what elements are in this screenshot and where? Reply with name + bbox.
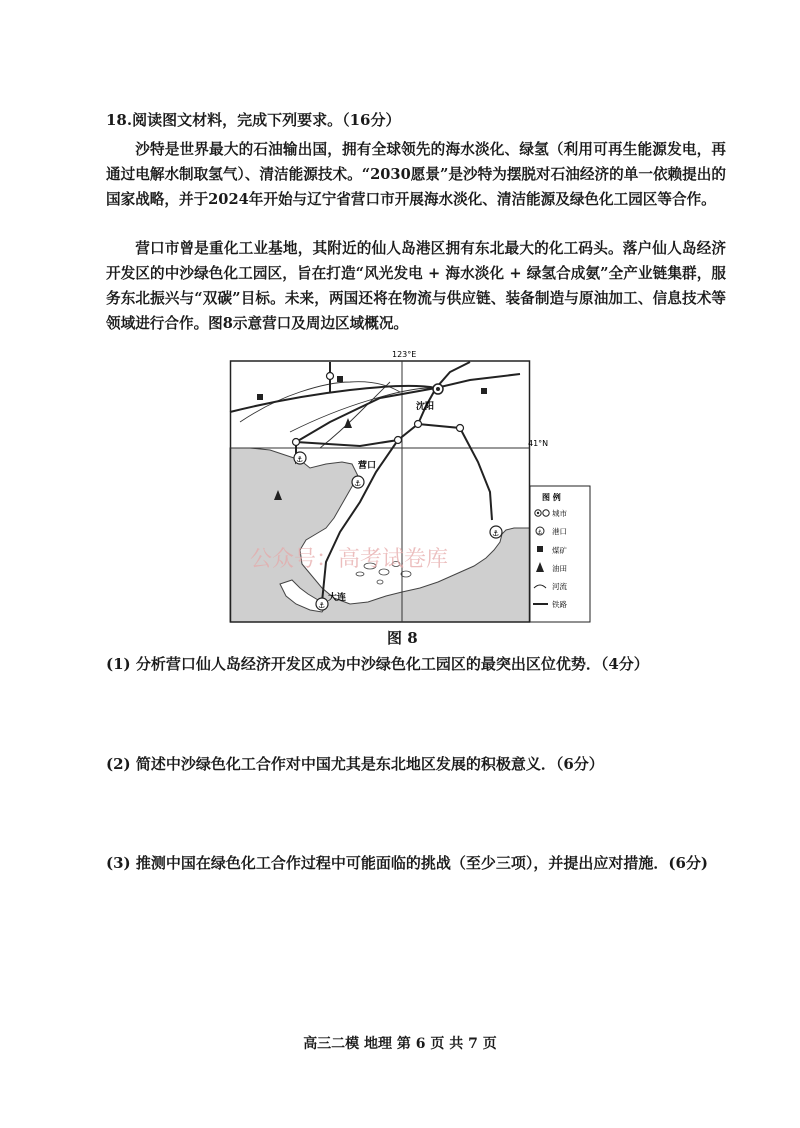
watermark-text: 公众号：高考试卷库 <box>250 547 449 572</box>
port-xianrendao <box>294 452 306 464</box>
port-dandong <box>490 526 502 538</box>
city-label-yingkou: 营口 <box>358 461 377 471</box>
city-label-dalian: 大连 <box>328 593 347 603</box>
legend-coal-label: 煤矿 <box>552 546 567 555</box>
legend-city-label: 城市 <box>552 509 567 518</box>
city-label-shenyang: 沈阳 <box>416 402 435 412</box>
subquestion-1: (1) 分析营口仙人岛经济开发区成为中沙绿色化工园区的最突出区位优势．（4分） <box>106 655 649 673</box>
latitude-label: 41°N <box>528 439 549 448</box>
city-marker <box>415 421 422 428</box>
city-marker <box>327 373 334 380</box>
svg-text:⚓: ⚓ <box>296 455 304 464</box>
legend-oilfield-label: 油田 <box>552 564 567 573</box>
oilfield-icon <box>344 418 352 428</box>
svg-text:⚓: ⚓ <box>354 479 362 488</box>
coal-mine-icon <box>337 376 343 382</box>
map-legend <box>530 486 590 622</box>
svg-text:⚓: ⚓ <box>318 601 326 610</box>
railway <box>296 388 436 446</box>
railway <box>230 374 520 412</box>
railway <box>418 424 492 520</box>
city-marker <box>293 439 300 446</box>
coal-mine-icon <box>537 546 543 552</box>
longitude-label: 123°E <box>392 350 417 359</box>
city-marker <box>395 437 402 444</box>
railway <box>296 388 436 442</box>
legend-oilfield <box>536 562 567 573</box>
sea-area <box>230 448 530 622</box>
question-title: 18.阅读图文材料，完成下列要求。（16分） <box>106 111 401 129</box>
figure-caption: 图 8 <box>387 629 418 647</box>
yingkou-region-map <box>230 350 567 622</box>
legend-railway-label: 铁路 <box>552 600 567 609</box>
legend-title: 图 例 <box>542 493 561 502</box>
legend-port <box>536 526 567 536</box>
svg-text:⚓: ⚓ <box>492 529 500 538</box>
svg-text:⚓: ⚓ <box>537 529 543 536</box>
coal-mine-icon <box>257 394 263 400</box>
subquestion-3: (3) 推测中国在绿色化工合作过程中可能面临的挑战（至少三项），并提出应对措施．(6分) <box>106 854 708 872</box>
legend-port-label: 港口 <box>552 527 567 536</box>
page-footer: 高三二模 地理 第 6 页 共 7 页 <box>303 1036 497 1052</box>
coal-mine-icon <box>481 388 487 394</box>
city-marker <box>457 425 464 432</box>
material-paragraph-2: 营口市曾是重化工业基地，其附近的仙人岛港区拥有东北最大的化工码头。落户仙人岛经济开发区的中沙绿色化工园区，旨在打造“风光发电 + 海水淡化 + 绿氢合成氨”全产业链集群，服务东北振兴与“双碳”目标。未来，两国还将在物流与供应链、装备制造与原油加工、信息技术等领域进行合作。图8示意营口及周边区域概况。 <box>106 240 726 332</box>
legend-river-label: 河流 <box>552 582 567 591</box>
subquestion-2: (2) 简述中沙绿色化工合作对中国尤其是东北地区发展的积极意义．（6分） <box>106 755 604 773</box>
material-paragraph-1: 沙特是世界最大的石油输出国，拥有全球领先的海水淡化、绿氢（利用可再生能源发电，再通过电解水制取氢气）、清洁能源技术。“2030愿景”是沙特为摆脱对石油经济的单一依赖提出的国家战略，并于2024年开始与辽宁省营口市开展海水淡化、清洁能源及绿色化工园区等合作。 <box>106 141 726 208</box>
